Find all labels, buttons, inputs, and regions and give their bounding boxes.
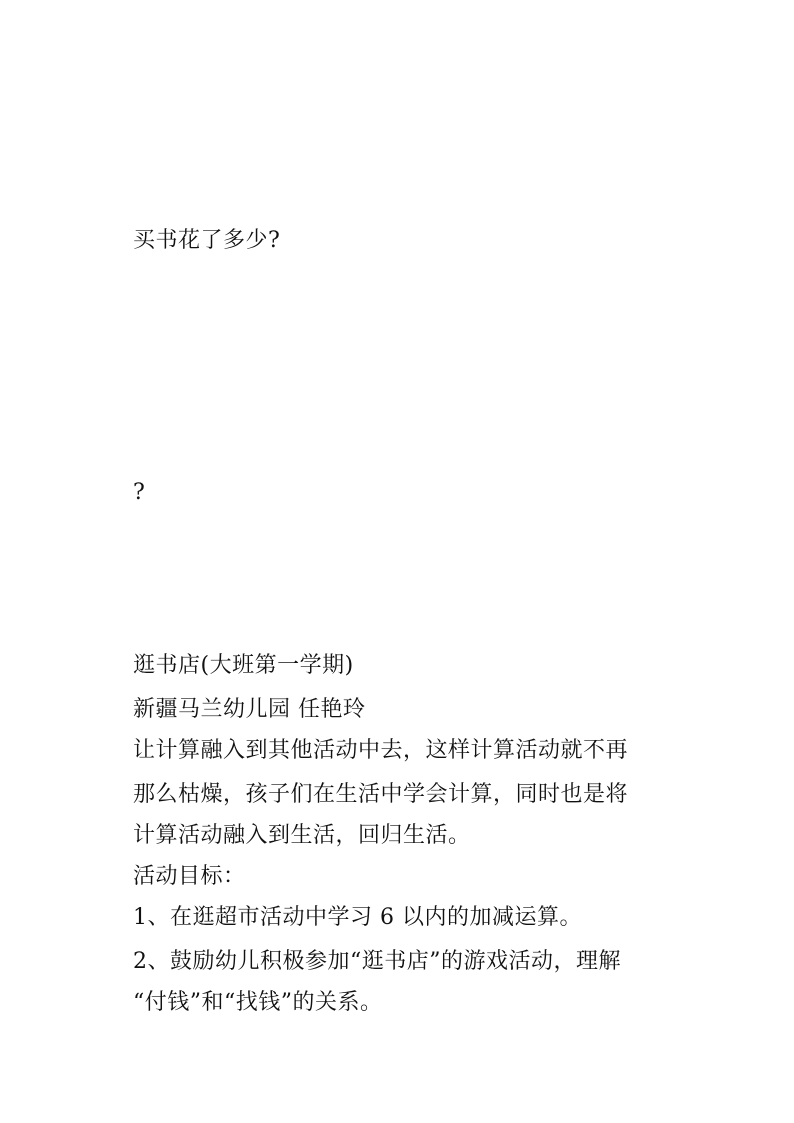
intro-line-2: 那么枯燥，孩子们在生活中学会计算，同时也是将 (133, 782, 629, 807)
goals-label: 活动目标： (133, 864, 246, 889)
author-line: 新疆马兰幼儿园 任艳玲 (133, 697, 366, 722)
goal-line-2: 2、鼓励幼儿积极参加“逛书店”的游戏活动，理解 (133, 949, 621, 974)
lesson-heading: 逛书店(大班第一学期) (133, 653, 354, 678)
question-text: 买书花了多少? (133, 228, 281, 253)
intro-line-3: 计算活动融入到生活，回归生活。 (133, 823, 471, 848)
goal-line-3: “付钱”和“找钱”的关系。 (133, 990, 383, 1015)
question-mark-text: ? (133, 480, 146, 505)
intro-line-1: 让计算融入到其他活动中去，这样计算活动就不再 (133, 738, 629, 763)
goal-line-1: 1、在逛超市活动中学习 6 以内的加减运算。 (133, 905, 582, 930)
